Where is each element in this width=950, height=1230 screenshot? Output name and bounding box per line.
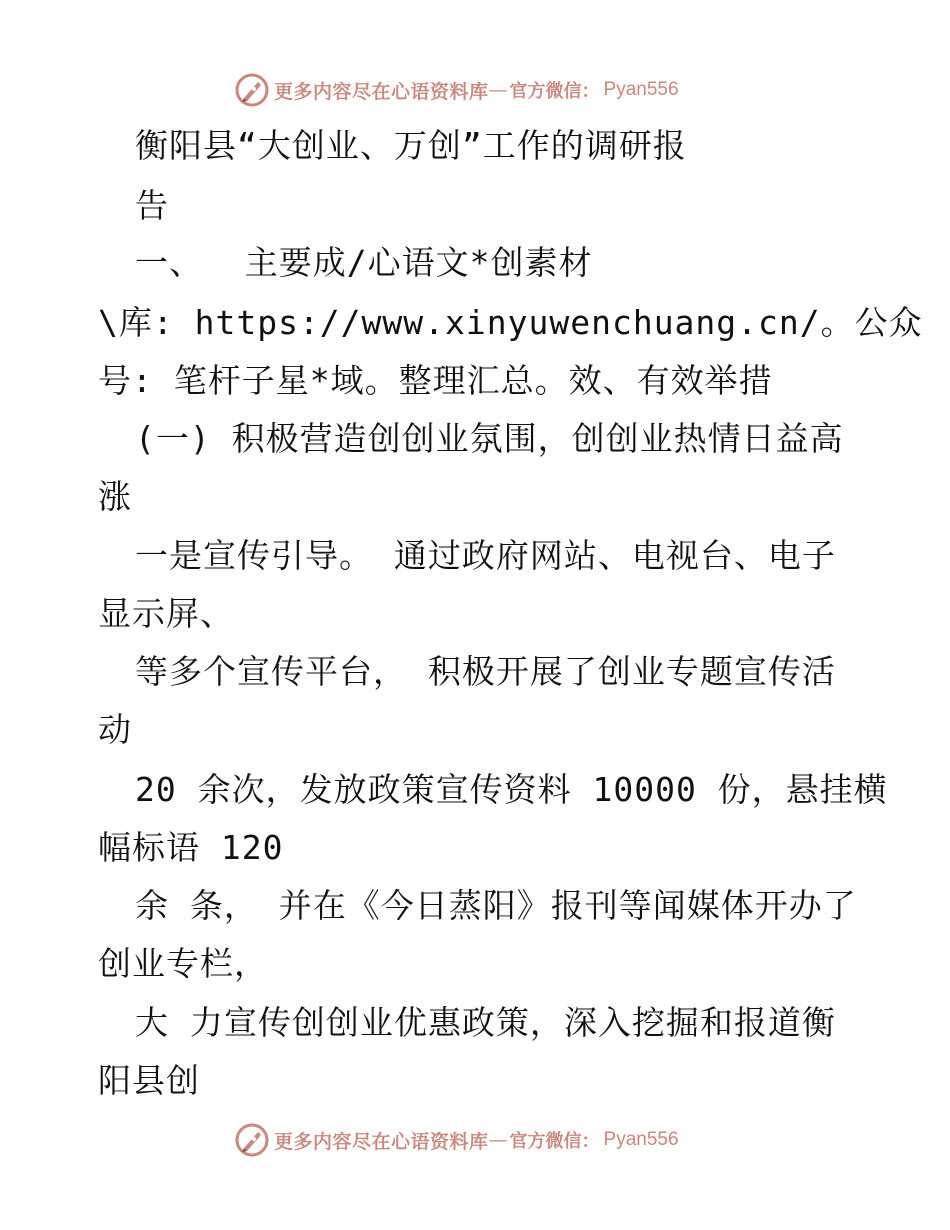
body-line: 告 bbox=[135, 186, 169, 225]
body-line: 一、 主要成/心语文*创素材 bbox=[135, 243, 593, 282]
pen-logo-icon bbox=[234, 72, 270, 108]
body-line: 20 余次，发放政策宣传资料 10000 份，悬挂横 bbox=[135, 770, 888, 809]
body-line: 涨 bbox=[98, 477, 132, 516]
footer-watermark-banner bbox=[234, 1120, 679, 1160]
body-line: (一) 积极营造创创业氛围，创创业热情日益高 bbox=[135, 419, 844, 458]
body-line: 衡阳县“大创业、万创”工作的调研报 bbox=[135, 126, 687, 165]
banner-label: 官方微信： bbox=[509, 1131, 600, 1152]
body-line: 等多个宣传平台， 积极开展了创业专题宣传活 bbox=[135, 652, 836, 691]
header-watermark-banner bbox=[234, 70, 679, 110]
body-line: 一是宣传引导。 通过政府网站、电视台、电子 bbox=[135, 536, 836, 575]
body-line: 阳县创 bbox=[98, 1061, 200, 1100]
banner-label: 官方微信： bbox=[509, 81, 600, 102]
body-line: 幅标语 120 bbox=[98, 828, 284, 867]
body-line: 创业专栏， bbox=[98, 944, 268, 983]
body-line: 号: 笔杆子星*域。整理汇总。效、有效举措 bbox=[98, 361, 773, 400]
body-line: 显示屏、 bbox=[98, 594, 234, 633]
banner-text: 更多内容尽在心语资料库 bbox=[274, 1130, 489, 1153]
body-line: 动 bbox=[98, 710, 132, 749]
banner-text: 更多内容尽在心语资料库 bbox=[274, 80, 489, 103]
banner-separator: — bbox=[488, 1129, 508, 1151]
banner-wechat-id: Pyan556 bbox=[603, 79, 679, 100]
pen-logo-icon bbox=[234, 1122, 270, 1158]
banner-separator: — bbox=[488, 79, 508, 101]
body-line: \库: https://www.xinyuwenchuang.cn/。公众 bbox=[98, 303, 923, 342]
body-line: 大 力宣传创创业优惠政策，深入挖掘和报道衡 bbox=[135, 1003, 836, 1042]
banner-wechat-id: Pyan556 bbox=[603, 1129, 679, 1150]
body-line: 余 条， 并在《今日蒸阳》报刊等闻媒体开办了 bbox=[135, 886, 857, 925]
